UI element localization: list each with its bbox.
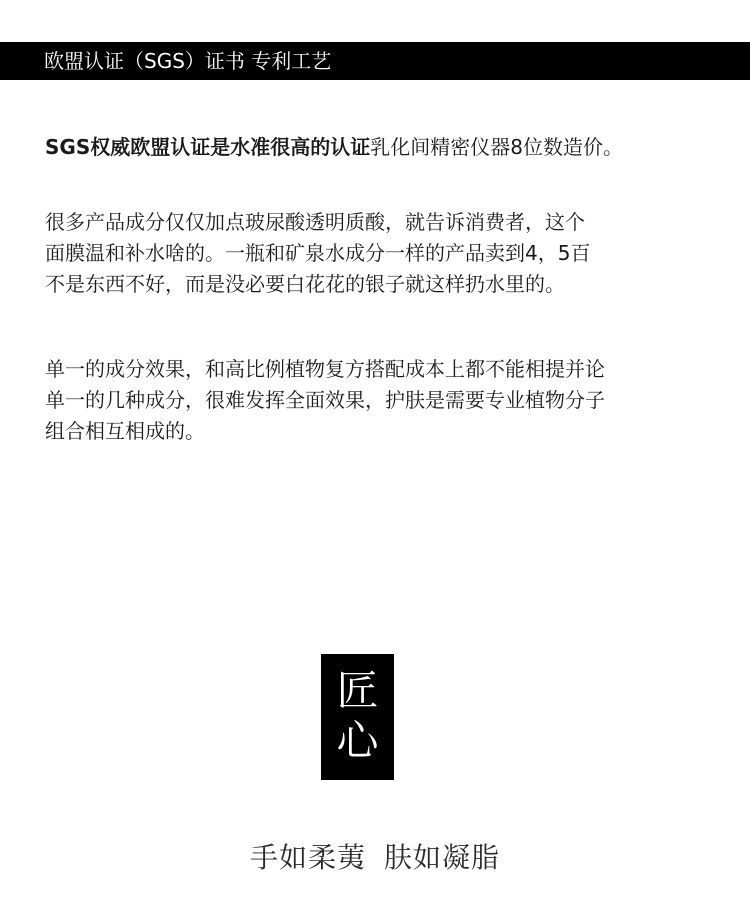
- certification-text: 乳化间精密仪器8位数造价。: [370, 135, 623, 159]
- paragraph-line: 单一的成分效果，和高比例植物复方搭配成本上都不能相提并论: [45, 357, 605, 381]
- formula-paragraph: [45, 354, 715, 447]
- section-header-title: 欧盟认证（SGS）证书 专利工艺: [44, 49, 332, 73]
- seal-char-bottom: 心: [336, 716, 379, 765]
- craftsmanship-seal: [321, 654, 394, 780]
- certification-highlight: SGS权威欧盟认证是水准很高的认证: [45, 135, 371, 159]
- paragraph-line: 不是东西不好，而是没必要白花花的银子就这样扔水里的。: [45, 272, 565, 296]
- tagline-part-1: 手如柔荑: [249, 841, 366, 874]
- paragraph-line: 面膜温和补水啥的。一瓶和矿泉水成分一样的产品卖到4，5百: [45, 241, 591, 265]
- tagline-part-2: 肤如凝脂: [384, 841, 501, 874]
- paragraph-line: 组合相互相成的。: [45, 419, 205, 443]
- paragraph-line: 很多产品成分仅仅加点玻尿酸透明质酸，就告诉消费者，这个: [45, 210, 585, 234]
- paragraph-line: 单一的几种成分，很难发挥全面效果，护肤是需要专业植物分子: [45, 388, 605, 412]
- certification-paragraph: [45, 132, 715, 163]
- seal-char-top: 匠: [336, 666, 379, 715]
- section-header-bar: [0, 42, 750, 80]
- tagline: [0, 838, 750, 878]
- ingredient-paragraph: [45, 207, 715, 300]
